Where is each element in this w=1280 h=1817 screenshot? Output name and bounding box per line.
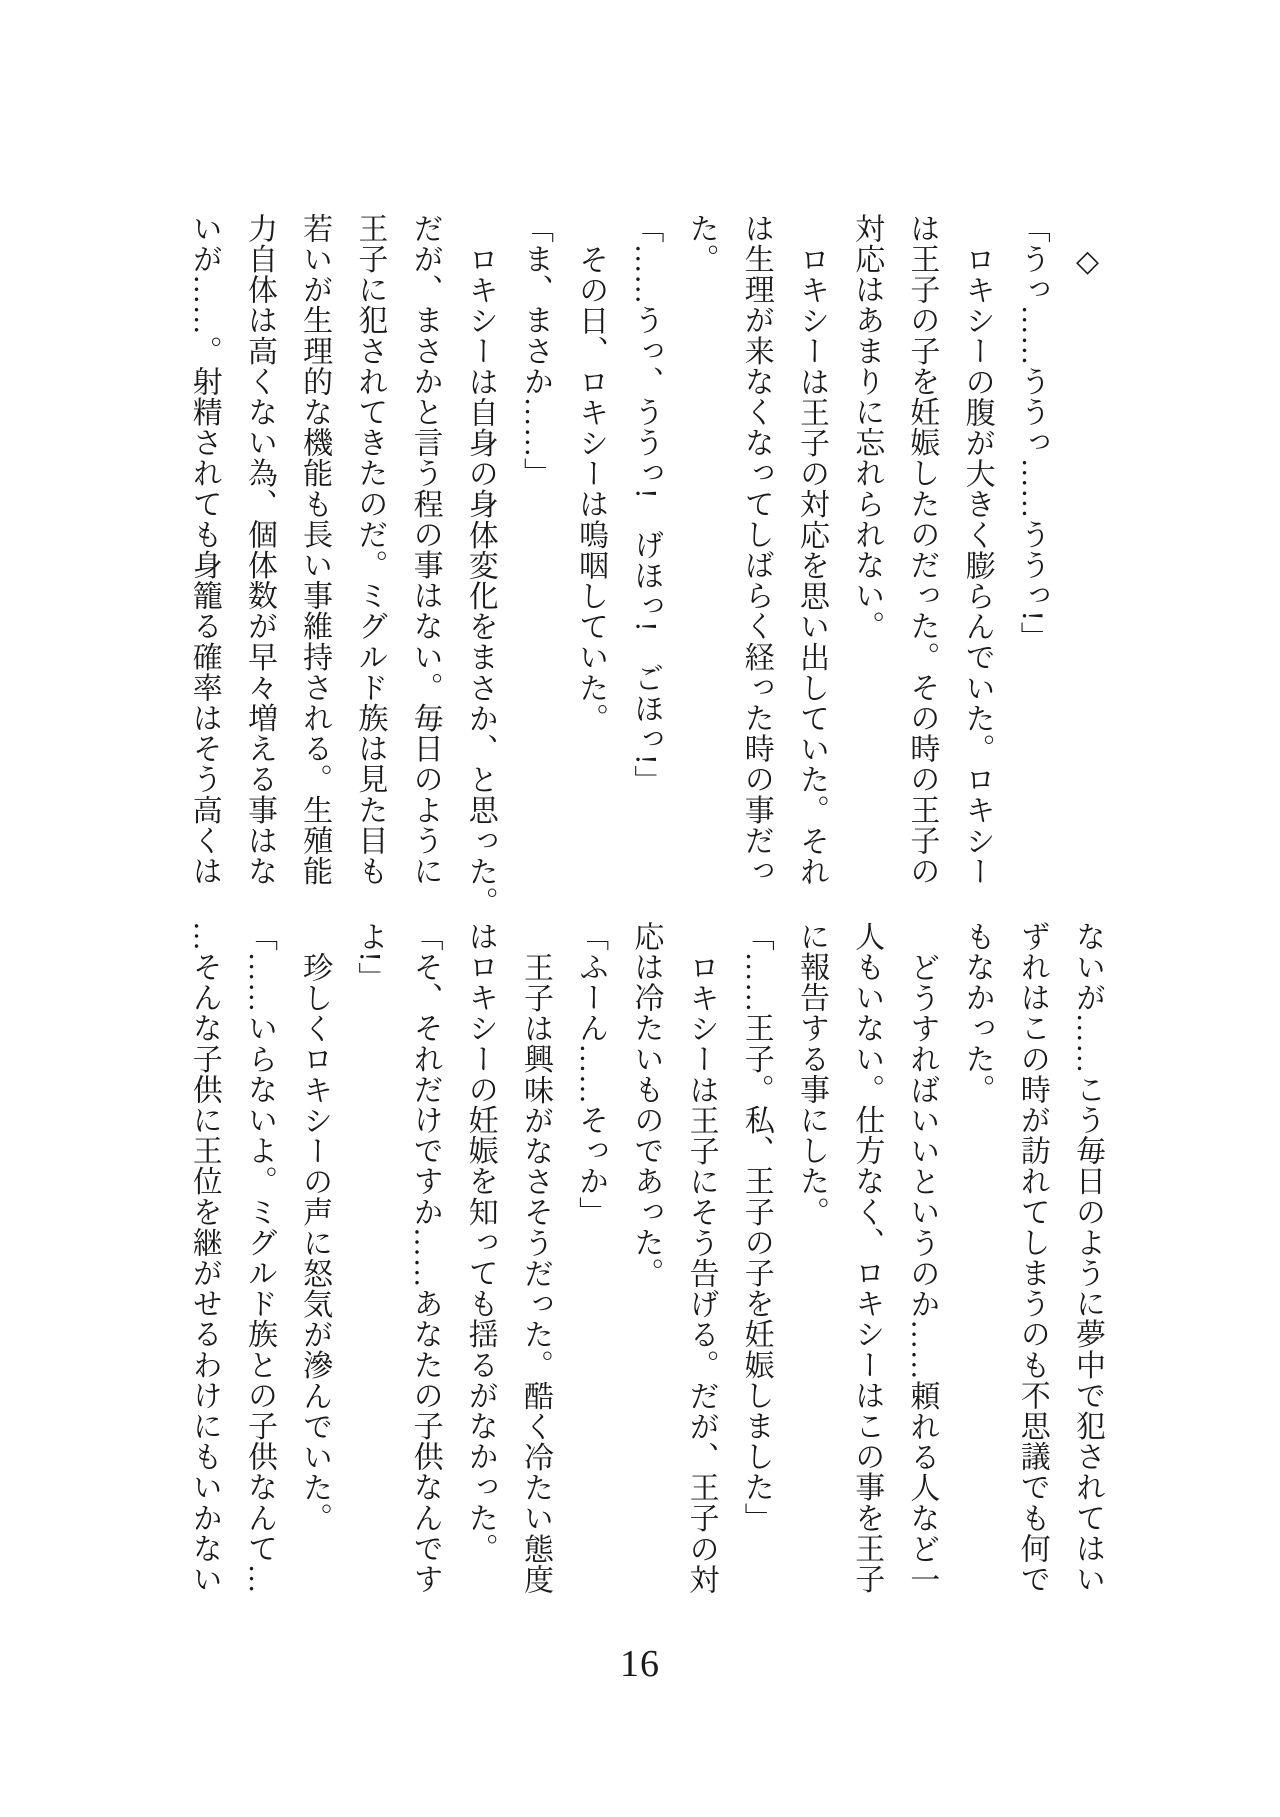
text-column: よ!」: [353, 921, 387, 993]
text-column: 「そ、それだけですか……あなたの子供なんです: [408, 921, 442, 1595]
text-column: ロキシーは王子の対応を思い出していた。それ: [794, 243, 828, 887]
text-column: ないが……こう毎日のように夢中で犯されてはい: [1071, 921, 1104, 1595]
upper-text-block: [177, 213, 1115, 917]
text-column: 人もいない。仕方なく、ロキシーはこの事を王子: [850, 921, 884, 1595]
text-column: 「ま、まさか……」: [518, 213, 552, 489]
lower-text-block: [177, 921, 1115, 1594]
text-column: 珍しくロキシーの声に怒気が滲んでいた。: [298, 951, 332, 1533]
text-column: ◇: [1071, 243, 1104, 280]
text-column: ずれはこの時が訪れてしまうのも不思議でも何で: [1015, 921, 1049, 1595]
text-column: 「うっ……ううっ……ううっ!」: [1015, 213, 1049, 652]
text-column: その日、ロキシーは嗚咽していた。: [574, 243, 608, 734]
text-column: 応は冷たいものであった。: [629, 921, 663, 1289]
text-column: どうすればいいというのか……頼れる人など一: [905, 951, 939, 1595]
text-column: いが……。射精されても身籠る確率はそう高くは: [187, 213, 221, 887]
text-column: た。: [684, 213, 718, 275]
text-column: ロキシーは王子にそう告げる。だが、王子の対: [684, 951, 718, 1595]
text-column: 王子に犯されてきたのだ。ミグルド族は見た目も: [353, 213, 387, 887]
text-column: だが、まさかと言う程の事はない。毎日のように: [408, 213, 442, 887]
text-column: 「……王子。私、王子の子を妊娠しました」: [739, 921, 773, 1533]
text-column: 対応はあまりに忘れられない。: [850, 213, 884, 642]
text-column: は王子の子を妊娠したのだった。その時の王子の: [905, 213, 939, 887]
text-column: 「……いらないよ。ミグルド族との子供なんて…: [242, 921, 276, 1595]
text-column: ロキシーは自身の身体変化をまさか、と思った。: [463, 243, 497, 917]
text-column: もなかった。: [960, 921, 994, 1105]
text-column: 若いが生理的な機能も長い事維持される。生殖能: [298, 213, 332, 887]
text-column: 「……うっ、ううっ! げほっ! ごほっ!」: [629, 213, 663, 796]
text-column: はロキシーの妊娠を知っても揺るがなかった。: [463, 921, 497, 1564]
text-column: 「ふーん……そっか」: [574, 921, 608, 1227]
text-column: は生理が来なくなってしばらく経った時の事だっ: [739, 213, 773, 887]
text-column: 王子は興味がなさそうだった。酷く冷たい態度: [518, 951, 552, 1595]
text-column: ロキシーの腹が大きく膨らんでいた。ロキシー: [960, 243, 994, 887]
text-column: …そんな子供に王位を継がせるわけにもいかない: [187, 921, 221, 1595]
page-number: 16: [620, 1643, 660, 1685]
text-column: に報告する事にした。: [794, 921, 828, 1227]
text-column: 力自体は高くない為、個体数が早々増える事はな: [242, 213, 276, 887]
